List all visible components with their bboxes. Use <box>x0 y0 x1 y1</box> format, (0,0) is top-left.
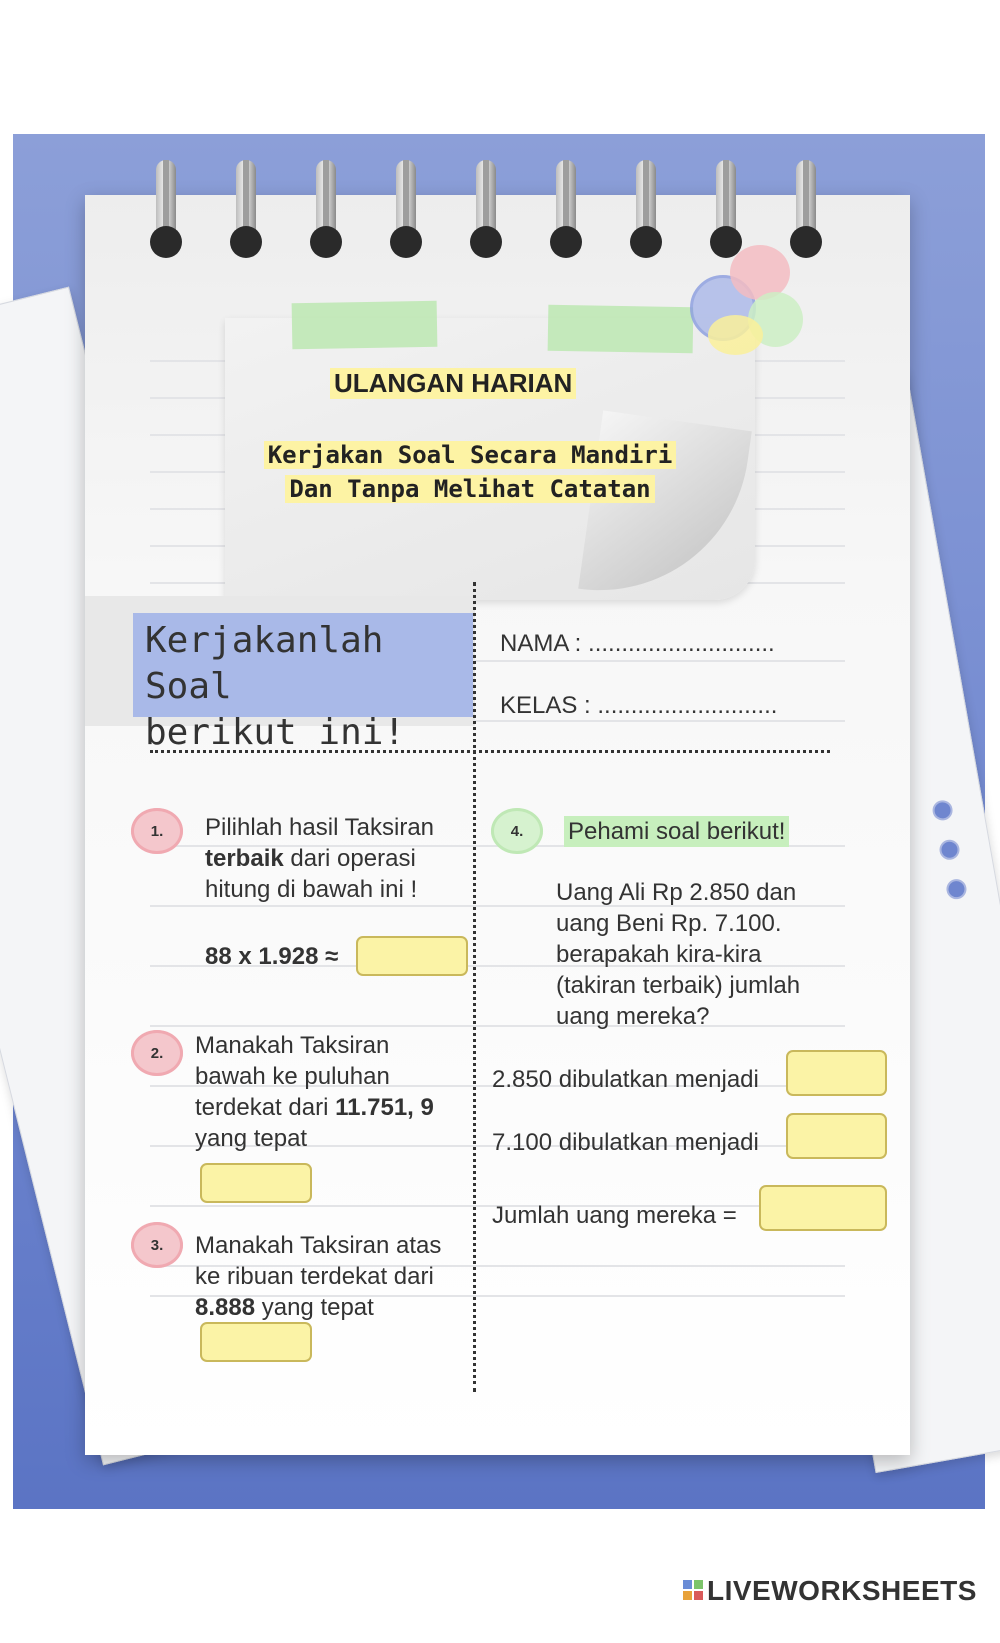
paper-hole <box>931 799 954 822</box>
subtitle-line-2: Dan Tanpa Melihat Catatan <box>285 475 654 503</box>
page-subtitle <box>250 438 690 506</box>
question-1-text: Pilihlah hasil Taksiran terbaik dari operasi hitung di bawah ini ! <box>205 814 435 903</box>
question-4-story: Uang Ali Rp 2.850 dan uang Beni Rp. 7.100. berapakah kira-kira (takiran terbaik) jumlah uang mereka? <box>556 879 801 1030</box>
instruction-line-1: Kerjakanlah Soal <box>145 620 384 707</box>
question-number-badge: 4. <box>491 808 543 854</box>
spiral-ring <box>550 160 582 260</box>
question-4-sub1-label: 2.850 dibulatkan menjadi <box>492 1066 759 1093</box>
paper-hole <box>938 838 961 861</box>
liveworksheets-logo[interactable] <box>683 1575 977 1607</box>
question-number-badge: 2. <box>131 1030 183 1076</box>
answer-box-q4-sub2[interactable] <box>786 1113 887 1159</box>
answer-box-q2[interactable] <box>200 1163 312 1203</box>
question-4-sub2-label: 7.100 dibulatkan menjadi <box>492 1129 759 1156</box>
tape-strip <box>292 301 438 350</box>
instruction-line-2: berikut ini! <box>145 712 406 753</box>
nama-field: NAMA : ............................ <box>500 630 775 657</box>
answer-box-q3[interactable] <box>200 1322 312 1362</box>
column-divider <box>473 582 476 1392</box>
question-number-badge: 3. <box>131 1222 183 1268</box>
brand-text: LIVEWORKSHEETS <box>707 1575 977 1606</box>
tape-strip <box>548 305 694 354</box>
spiral-ring <box>230 160 262 260</box>
question-number-badge: 1. <box>131 808 183 854</box>
paper-hole <box>945 878 968 901</box>
kelas-field: KELAS : ........................... <box>500 692 778 719</box>
page-title: ULANGAN HARIAN <box>330 368 576 399</box>
answer-box-q1[interactable] <box>356 936 468 976</box>
spiral-ring <box>150 160 182 260</box>
spiral-ring <box>310 160 342 260</box>
spiral-ring <box>390 160 422 260</box>
spiral-ring <box>630 160 662 260</box>
question-4-sum-label: Jumlah uang mereka = <box>492 1202 737 1229</box>
answer-box-q4-sum[interactable] <box>759 1185 887 1231</box>
spiral-ring <box>710 160 742 260</box>
yellow-blob <box>708 315 763 355</box>
spiral-ring <box>790 160 822 260</box>
question-3-text: Manakah Taksiran atas ke ribuan terdekat dari 8.888 yang tepat <box>195 1232 442 1321</box>
subtitle-line-1: Kerjakan Soal Secara Mandiri <box>264 441 677 469</box>
question-2-text: Manakah Taksiran bawah ke puluhan terdekat dari 11.751, 9 yang tepat <box>195 1032 434 1152</box>
instruction-text <box>145 618 465 756</box>
logo-icon <box>683 1580 703 1602</box>
spiral-ring <box>470 160 502 260</box>
question-1-expression: 88 x 1.928 ≈ <box>205 943 339 970</box>
section-divider <box>150 750 830 753</box>
question-4-heading: Pehami soal berikut! <box>564 816 789 847</box>
answer-box-q4-sub1[interactable] <box>786 1050 887 1096</box>
